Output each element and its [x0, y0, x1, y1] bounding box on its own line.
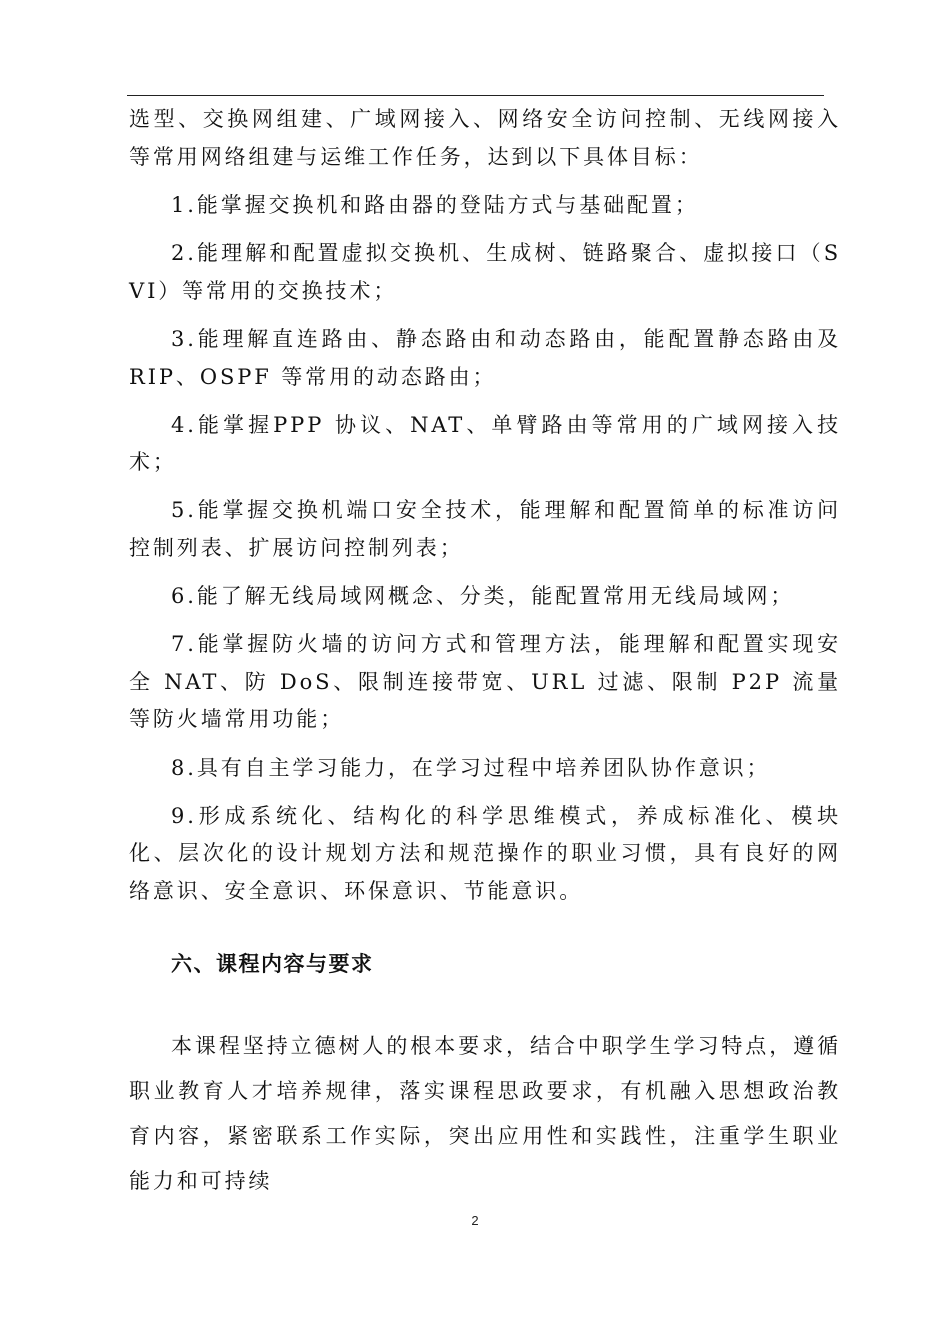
- section-intro-paragraph: 本课程坚持立德树人的根本要求，结合中职学生学习特点，遵循职业教育人才培养规律，落实课程思政要求，有机融入思想政治教育内容，紧密联系工作实际，突出应用性和实践性，注重学生职业能力和可持续: [129, 1034, 841, 1193]
- header-rule: [127, 95, 824, 96]
- objective-item-2: 2.能理解和配置虚拟交换机、生成树、链路聚合、虚拟接口（SVI）等常用的交换技术；: [129, 241, 841, 303]
- section-heading: 六、课程内容与要求: [171, 952, 374, 976]
- opening-paragraph: 选型、交换网组建、广域网接入、网络安全访问控制、无线网接入等常用网络组建与运维工作任务，达到以下具体目标：: [129, 107, 841, 169]
- objective-item-3: 3.能理解直连路由、静态路由和动态路由，能配置静态路由及 RIP、OSPF 等常用的动态路由；: [129, 327, 841, 389]
- objective-item-9: 9.形成系统化、结构化的科学思维模式，养成标准化、模块化、层次化的设计规划方法和规范操作的职业习惯，具有良好的网络意识、安全意识、环保意识、节能意识。: [129, 803, 841, 903]
- objective-item-8: 8.具有自主学习能力，在学习过程中培养团队协作意识；: [171, 755, 771, 780]
- objective-item-4: 4.能掌握PPP 协议、NAT、单臂路由等常用的广域网接入技术；: [129, 413, 841, 474]
- objective-item-5: 5.能掌握交换机端口安全技术，能理解和配置简单的标准访问控制列表、扩展访问控制列表；: [129, 498, 841, 560]
- objective-item-1: 1.能掌握交换机和路由器的登陆方式与基础配置；: [171, 193, 699, 217]
- page-number: 2: [471, 1213, 479, 1228]
- document-body: [129, 100, 841, 1204]
- objective-item-6: 6.能了解无线局域网概念、分类，能配置常用无线局域网；: [171, 584, 795, 608]
- objective-item-7: 7.能掌握防火墙的访问方式和管理方法，能理解和配置实现安全 NAT、防 DoS、限制连接带宽、URL 过滤、限制 P2P 流量等防火墙常用功能；: [129, 632, 841, 731]
